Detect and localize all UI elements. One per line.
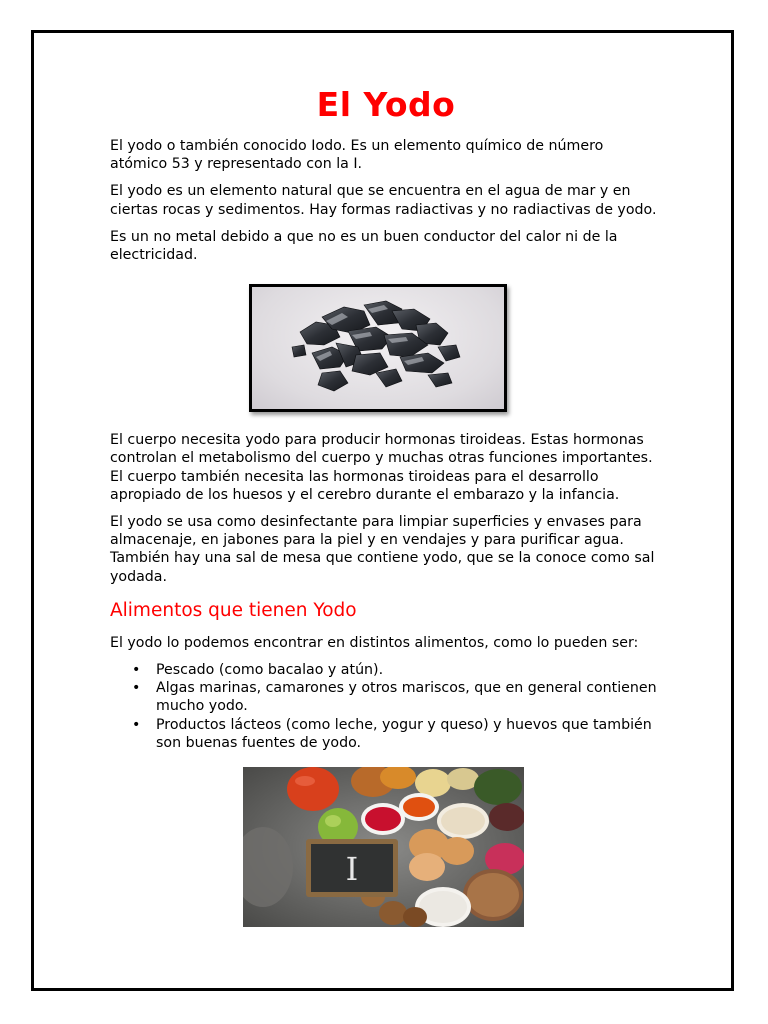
page-title: El Yodo	[316, 85, 456, 124]
intro-paragraph-3: Es un no metal debido a que no es un buen conductor del calor ni de la electricidad.	[110, 228, 618, 264]
iodine-crystals-photo	[249, 284, 507, 412]
bullet-icon: •	[132, 716, 141, 733]
body-paragraph-2: El yodo se usa como desinfectante para limpiar superficies y envases para almacenaje, en jabones para la piel y en vendajes y para purificar agua. También hay una sal de mesa que contiene yodo, que se la conoce como sal yodada.	[110, 514, 655, 585]
bullet-icon: •	[132, 680, 141, 697]
bullet-icon: •	[132, 662, 141, 679]
foods-intro: El yodo lo podemos encontrar en distintos alimentos, como lo pueden ser:	[110, 634, 639, 651]
list-item-text: Productos lácteos (como leche, yogur y queso) y huevos que también son buenas fuentes de yodo.	[156, 716, 652, 751]
intro-paragraph-2: El yodo es un elemento natural que se encuentra en el agua de mar y en ciertas rocas y sedimentos. Hay formas radiactivas y no radiactivas de yodo.	[110, 183, 657, 218]
list-item-text: Algas marinas, camarones y otros mariscos, que en general contienen mucho yodo.	[156, 680, 657, 715]
chalkboard-letter: I	[345, 850, 359, 889]
document-content	[110, 82, 662, 927]
list-item-text: Pescado (como bacalao y atún).	[156, 662, 384, 679]
intro-paragraph-1: El yodo o también conocido Iodo. Es un elemento químico de número atómico 53 y representado con la I.	[110, 138, 604, 173]
foods-heading: Alimentos que tienen Yodo	[110, 599, 357, 621]
list-item	[132, 716, 662, 752]
iodine-foods-photo	[243, 767, 524, 927]
foods-list	[110, 661, 662, 752]
list-item	[132, 679, 662, 715]
list-item	[132, 661, 662, 679]
body-paragraph-1: El cuerpo necesita yodo para producir hormonas tiroideas. Estas hormonas controlan el metabolismo del cuerpo y muchas otras funciones importantes. El cuerpo también necesita las hormonas tiroideas para el desarrollo apropiado de los huesos y el cerebro durante el embarazo y la infancia.	[110, 432, 653, 503]
